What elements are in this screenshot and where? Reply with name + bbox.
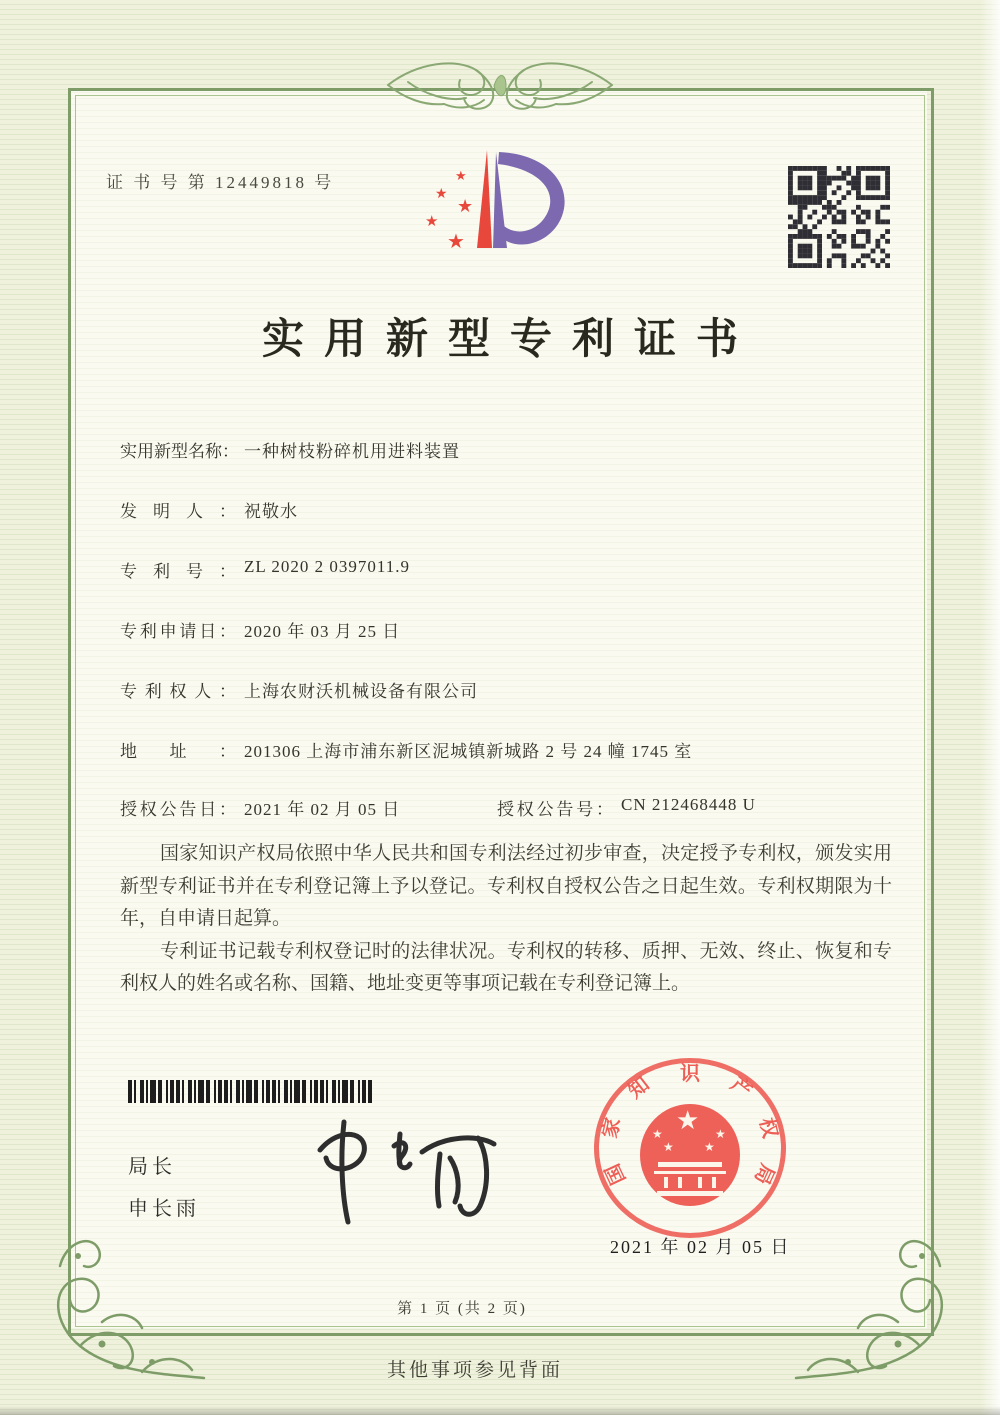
field-label: 授权公告号： (497, 800, 613, 819)
seal-date: 2021 年 02 月 05 日 (610, 1237, 791, 1257)
svg-text:★: ★ (435, 187, 448, 202)
field-grant-row (120, 795, 900, 820)
page-number: 第 1 页 (共 2 页) (397, 1301, 527, 1317)
field-value: 上海农财沃机械设备有限公司 (244, 682, 478, 701)
seal-char: 权 (755, 1115, 781, 1141)
seal-char: 家 (599, 1115, 625, 1141)
svg-text:★: ★ (447, 231, 465, 253)
seal-char: 局 (749, 1160, 779, 1188)
field-label: 地址： (120, 742, 236, 761)
field-label: 专利权人： (120, 682, 236, 701)
field-value: 祝敬水 (244, 502, 298, 521)
svg-text:★: ★ (455, 168, 467, 183)
qr-code (788, 166, 890, 268)
field-value: ZL 2020 2 0397011.9 (244, 557, 411, 576)
seal-char: 知 (624, 1073, 654, 1103)
director-signature (282, 1108, 514, 1232)
scan-edge-right (980, 0, 1000, 1415)
svg-text:★: ★ (425, 214, 439, 230)
field-inventor (120, 497, 900, 522)
certificate-number: 证 书 号 第 12449818 号 (106, 173, 335, 192)
cnipa-logo-icon (415, 146, 575, 274)
scan-edge-bottom (0, 1406, 1000, 1415)
official-seal (594, 1058, 786, 1238)
director-role-label: 局长 (128, 1156, 176, 1178)
svg-text:★: ★ (457, 196, 474, 216)
legal-paragraph: 专利证书记载专利权登记时的法律状况。专利权的转移、质押、无效、终止、恢复和专利权人的姓名或名称、国籍、地址变更等事项记载在专利登记簿上。 (120, 940, 892, 994)
field-value: 2020 年 03 月 25 日 (244, 622, 401, 641)
field-label: 实用新型名称： (120, 442, 239, 461)
seal-char: 国 (601, 1160, 631, 1188)
field-value: 2021 年 02 月 05 日 (244, 800, 401, 819)
seal-char: 产 (726, 1073, 756, 1103)
field-label: 授权公告日： (120, 800, 236, 819)
field-address (120, 737, 900, 762)
barcode (128, 1080, 380, 1103)
field-label: 专利号： (120, 562, 236, 581)
field-grant-number (497, 795, 756, 820)
field-value: 201306 上海市浦东新区泥城镇新城路 2 号 24 幢 1745 室 (244, 742, 693, 761)
field-utility-model-name (120, 437, 900, 462)
seal-char: 识 (680, 1063, 700, 1085)
certificate-title: 实用新型专利证书 (261, 317, 758, 363)
director-name: 申长雨 (128, 1198, 200, 1220)
field-value: CN 212468448 U (621, 795, 756, 814)
legal-paragraph: 国家知识产权局依照中华人民共和国专利法经过初步审查，决定授予专利权，颁发实用新型专利证书并在专利登记簿上予以登记。专利权自授权公告之日起生效。专利权期限为十年，自申请日起算。 (120, 843, 892, 929)
field-label: 专利申请日： (120, 622, 236, 641)
field-value: 一种树枝粉碎机用进料装置 (244, 442, 460, 461)
national-emblem-icon: ★ ★ ★ ★ ★ (640, 1104, 740, 1206)
field-patentee (120, 677, 900, 702)
certificate-body (120, 838, 892, 1001)
field-patent-number (120, 557, 900, 582)
field-filing-date (120, 617, 900, 642)
back-note: 其他事项参见背面 (386, 1360, 563, 1381)
field-label: 发明人： (120, 502, 236, 521)
top-border-ornament-icon (348, 54, 652, 116)
